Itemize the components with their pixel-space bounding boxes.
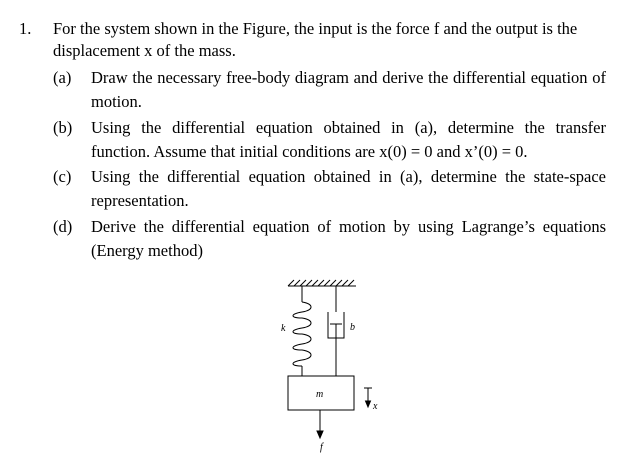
part-b-text: Using the differential equation obtained in (a), determine the transfer function. Assume that initial conditions are x(0) = 0 and x’(0) = 0. (91, 118, 606, 161)
part-c-text: Using the differential equation obtained in (a), determine the state-space representation. (91, 167, 606, 210)
spring (293, 286, 311, 376)
force-arrow (317, 410, 323, 438)
displacement-arrow (364, 388, 372, 407)
part-c-label: (c) (53, 167, 72, 186)
part-b-label: (b) (53, 118, 73, 137)
damper-label: b (350, 322, 355, 333)
spring-label: k (281, 323, 286, 334)
damper (328, 286, 344, 376)
force-label: f (320, 442, 323, 453)
part-d-text: Derive the differential equation of motion by using Lagrange’s equations (Energy method) (91, 217, 606, 260)
displacement-label: x (373, 401, 378, 412)
part-a-label: (a) (53, 68, 72, 87)
ground (288, 280, 356, 286)
mass-spring-damper-figure (268, 268, 398, 468)
part-a-text: Draw the necessary free-body diagram and derive the differential equation of motion. (91, 68, 606, 111)
mass-label: m (316, 389, 324, 400)
problem-stem: For the system shown in the Figure, the input is the force f and the output is the displacement x of the mass. (53, 19, 578, 60)
part-d-label: (d) (53, 217, 73, 236)
problem-number: 1. (19, 19, 32, 38)
